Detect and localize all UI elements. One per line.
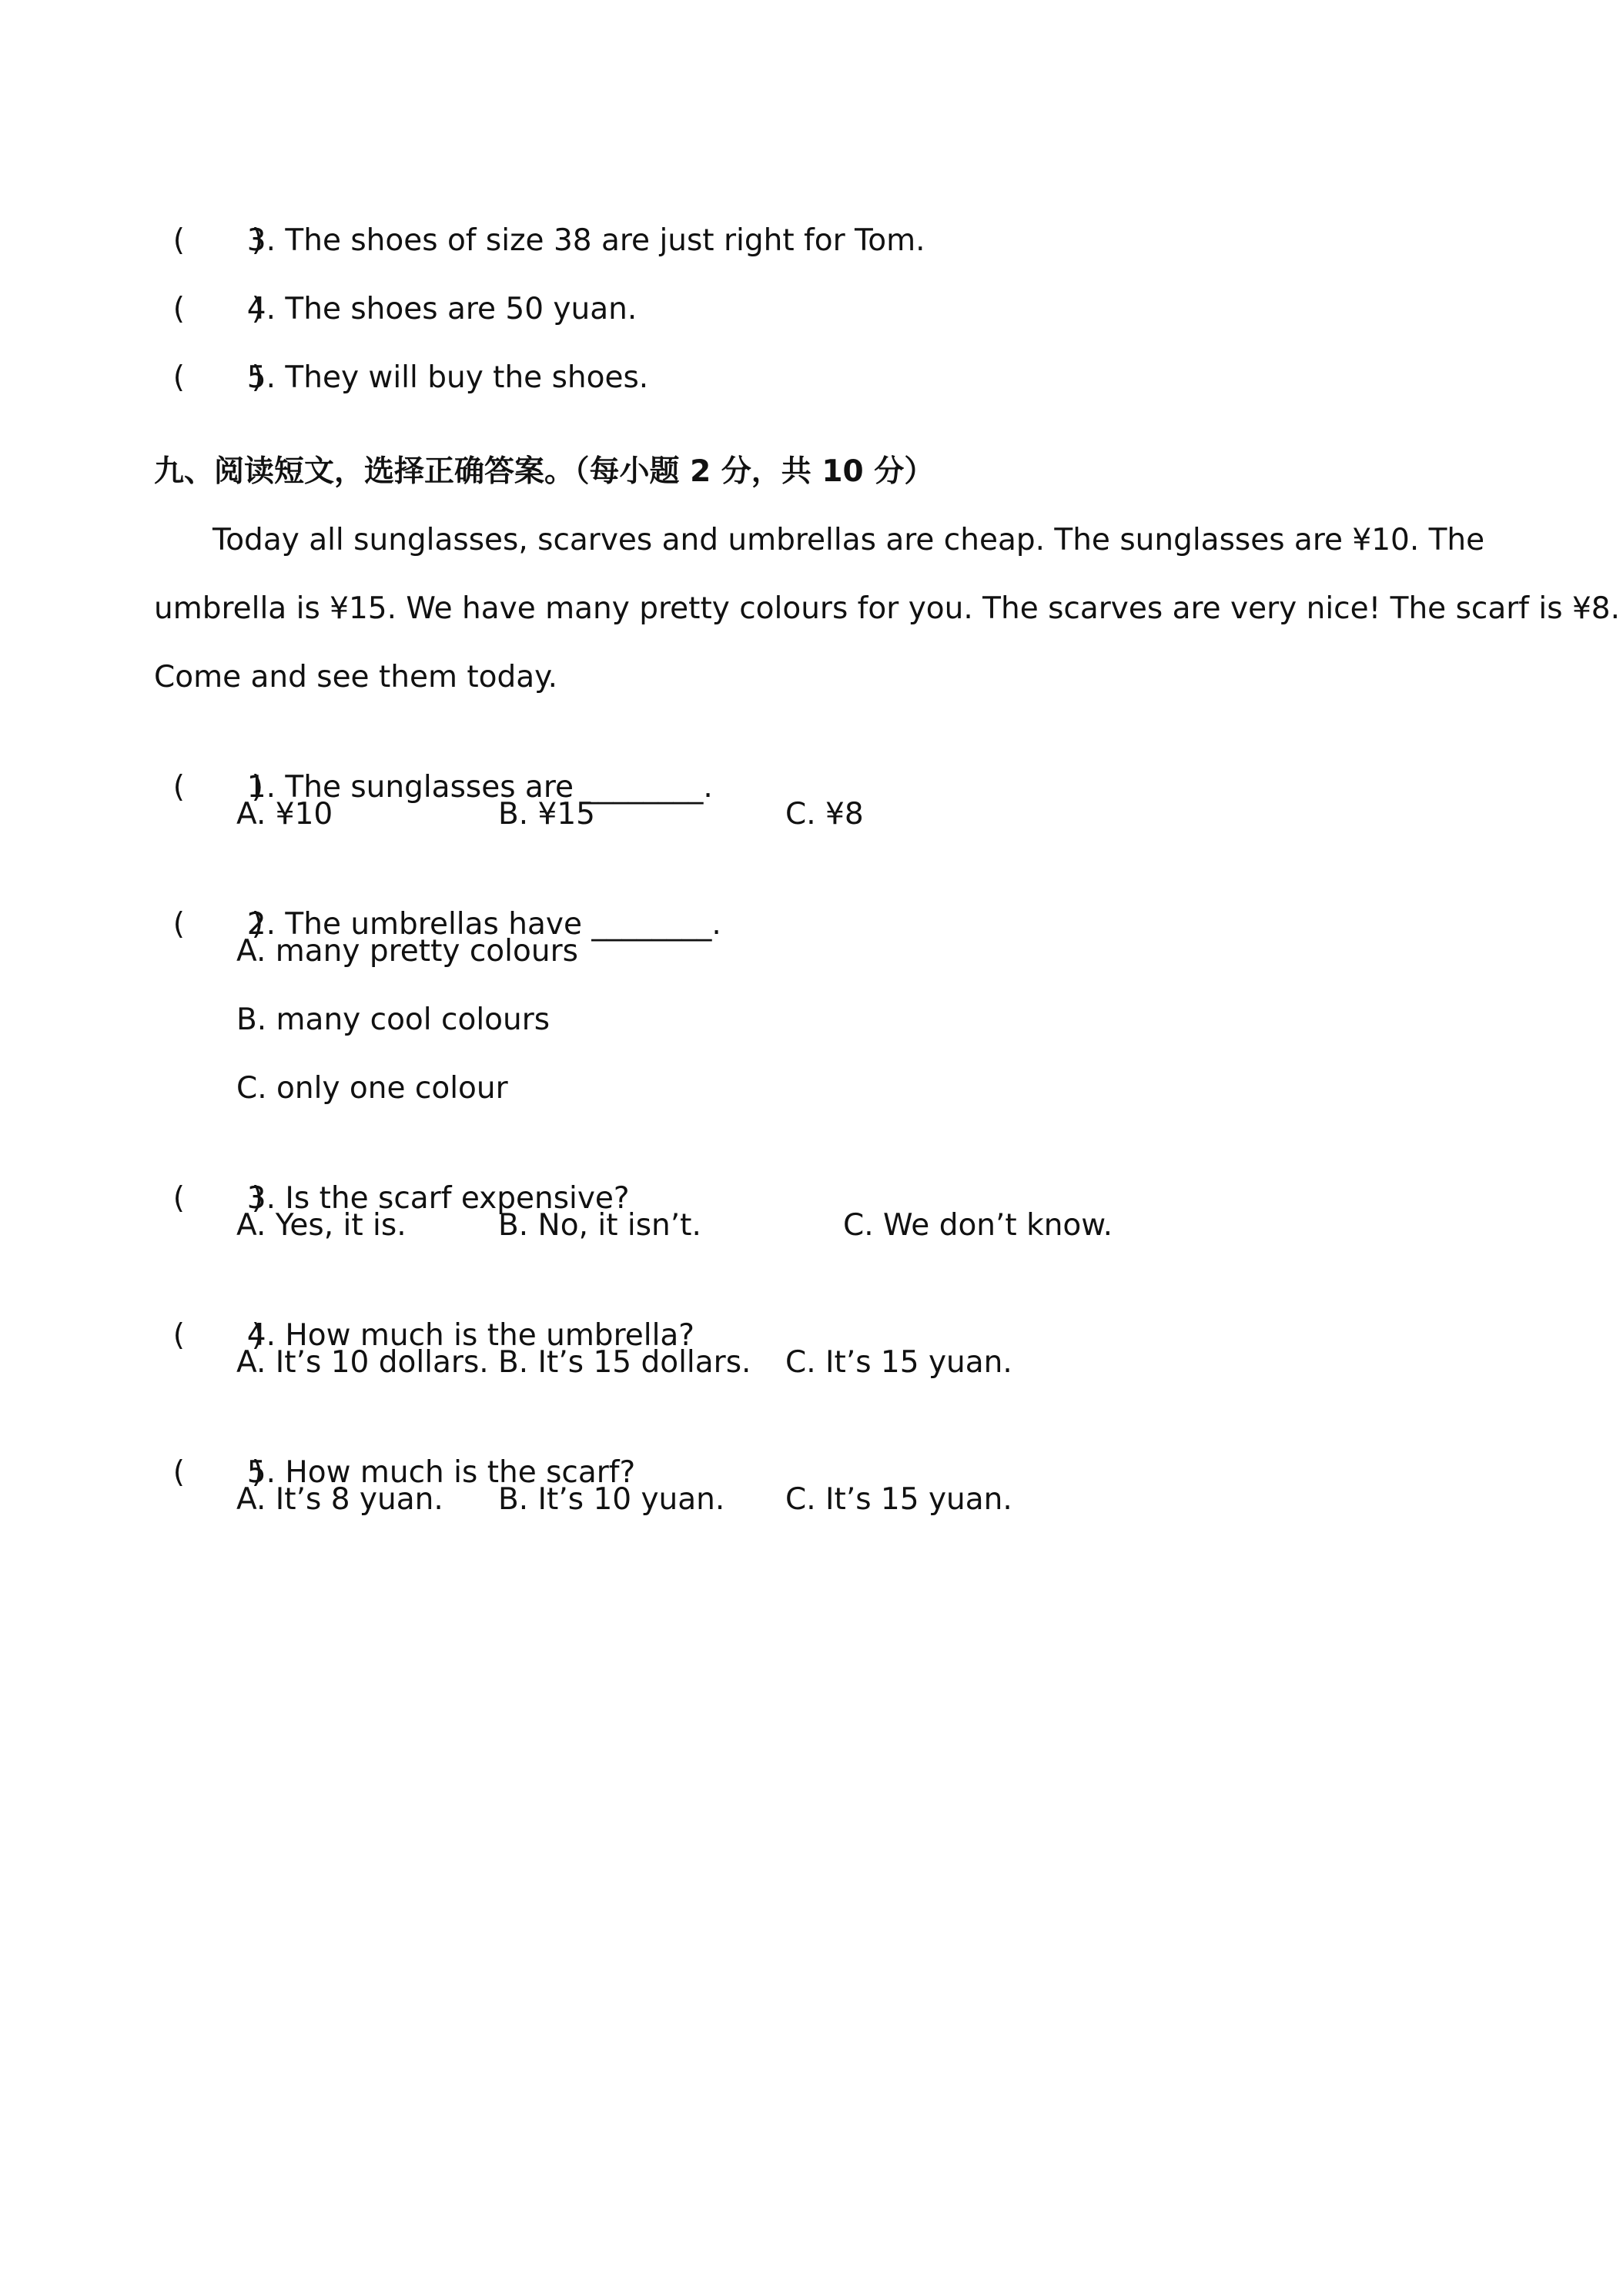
question-text: 1. The sunglasses are ________. [246,770,713,805]
answer-bracket: ( ) [172,770,264,805]
option-c: C. ¥8 [785,797,864,832]
question-text: 4. The shoes are 50 yuan. [246,292,637,326]
answer-bracket: ( ) [172,292,264,326]
answer-bracket: ( ) [172,907,264,942]
option-b: B. many cool colours [236,1002,550,1037]
question-text: 4. How much is the umbrella? [246,1318,695,1353]
option-c: C. only one colour [236,1071,508,1106]
passage-line: Come and see them today. [154,660,558,694]
question-item [154,316,649,395]
option-c: C. It’s 15 yuan. [785,1482,1012,1517]
answer-bracket: ( ) [172,1181,264,1216]
question-item [154,179,925,258]
question-text: 3. Is the scarf expensive? [246,1181,630,1216]
option-a: A. many pretty colours [236,934,578,969]
option-c: C. We don’t know. [843,1208,1113,1243]
option-c: C. It’s 15 yuan. [785,1345,1012,1380]
question-item [154,862,721,942]
question-item [154,1411,636,1490]
option-a: A. It’s 8 yuan. [236,1482,443,1517]
option-b: B. It’s 10 yuan. [498,1482,725,1517]
question-item [154,1274,695,1353]
answer-bracket: ( ) [172,223,264,258]
option-a: A. ¥10 [236,797,333,832]
question-item [154,247,637,326]
option-b: B. It’s 15 dollars. [498,1345,751,1380]
question-text: 2. The umbrellas have ________. [246,907,721,942]
option-b: B. ¥15 [498,797,595,832]
section-heading: 九、阅读短文，选择正确答案。（每小题 2 分，共 10 分） [154,454,935,489]
answer-bracket: ( ) [172,360,264,395]
option-a: A. Yes, it is. [236,1208,407,1243]
option-b: B. No, it isn’t. [498,1208,701,1243]
question-text: 5. They will buy the shoes. [246,360,649,395]
option-a: A. It’s 10 dollars. [236,1345,489,1380]
answer-bracket: ( ) [172,1318,264,1353]
question-item [154,725,713,805]
question-text: 3. The shoes of size 38 are just right for Tom. [246,223,925,258]
passage-line: umbrella is ¥15. We have many pretty colours for you. The scarves are very nice! The scarf is ¥8. [154,591,1620,626]
answer-bracket: ( ) [172,1455,264,1490]
question-text: 5. How much is the scarf? [246,1455,636,1490]
question-item [154,1136,630,1216]
passage-line: Today all sunglasses, scarves and umbrellas are cheap. The sunglasses are ¥10. The [212,523,1485,557]
